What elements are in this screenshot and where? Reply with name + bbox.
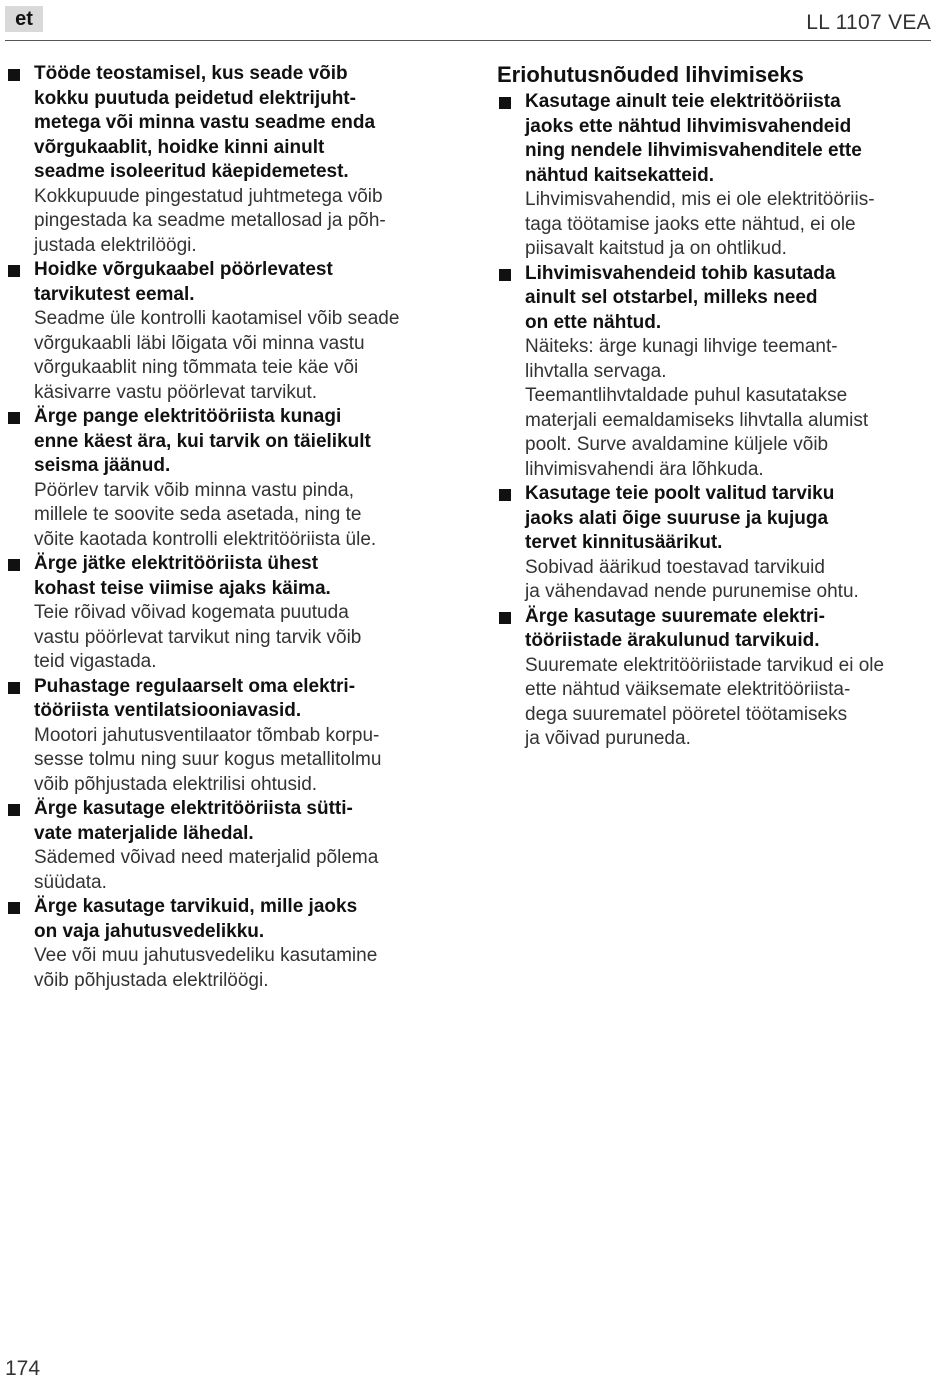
body-line: Näiteks: ärge kunagi lihvige teemant- [525, 336, 838, 357]
title-line: jaoks alati õige suuruse ja kujuga [525, 507, 829, 529]
page-number: 174 [5, 1357, 41, 1380]
safety-item [6, 62, 444, 258]
square-bullet-icon [499, 489, 511, 501]
body-line: Vee või muu jahutusvedeliku kasutamine [34, 945, 378, 966]
title-line: tööriista ventilatsiooniavasid. [34, 700, 302, 721]
item-title [34, 405, 444, 479]
item-title [34, 675, 444, 724]
title-line: seadme isoleeritud käepidemetest. [34, 161, 349, 182]
body-line: võrgukaablit ning tõmmata teie käe või [34, 357, 359, 378]
safety-item [6, 895, 444, 993]
safety-item [6, 797, 444, 895]
body-line: ja võivad puruneda. [525, 728, 691, 749]
title-line: Kasutage teie poolt valitud tarviku [525, 483, 835, 504]
body-line: Suuremate elektritööriistade tarvikud ei ole [525, 654, 885, 676]
body-line: võib põhjustada elektrilisi ohtusid. [34, 773, 318, 795]
title-line: tarvikutest eemal. [34, 283, 195, 305]
square-bullet-icon [8, 265, 20, 277]
item-body [34, 479, 444, 553]
section-heading: Eriohutusnõuded lihvimiseks [497, 62, 804, 87]
body-line: võrgukaabli läbi lõigata või minna vastu [34, 332, 365, 354]
square-bullet-icon [8, 412, 20, 424]
title-line: seisma jäänud. [34, 455, 171, 476]
title-line: Kasutage ainult teie elektritööriista [525, 91, 841, 112]
item-body [525, 654, 933, 752]
title-line: enne käest ära, kui tarvik on täielikult [34, 430, 371, 452]
body-line: poolt. Surve avaldamine küljele võib [525, 434, 829, 455]
title-line: võrgukaablit, hoidke kinni ainult [34, 136, 325, 158]
body-line: käsivarre vastu pöörlevat tarvikut. [34, 381, 318, 403]
item-title [525, 262, 933, 336]
title-line: Tööde teostamisel, kus seade võib [34, 63, 348, 84]
item-title [34, 258, 444, 307]
title-line: nähtud kaitsekatteid. [525, 164, 714, 186]
body-line: süüdata. [34, 871, 107, 893]
item-body [34, 846, 444, 895]
body-line: võite kaotada kontrolli elektritööriista üle. [34, 528, 377, 550]
title-line: on ette nähtud. [525, 311, 662, 333]
body-line: Pöörlev tarvik võib minna vastu pinda, [34, 479, 354, 501]
safety-item [497, 482, 933, 605]
item-title [34, 62, 444, 185]
title-line: Hoidke võrgukaabel pöörlevatest [34, 259, 333, 280]
right-column [497, 62, 933, 752]
title-line: metega või minna vastu seadme enda [34, 112, 376, 133]
title-line: ainult sel otstarbel, milleks need [525, 287, 818, 308]
body-line: materjali eemaldamiseks lihvtalla alumist [525, 409, 869, 431]
safety-item [6, 405, 444, 552]
title-line: tervet kinnitusäärikut. [525, 532, 723, 553]
left-column [6, 62, 444, 993]
title-line: Ärge pange elektritööriista kunagi [34, 406, 342, 427]
body-line: ja vähendavad nende purunemise ohtu. [525, 581, 859, 602]
body-line: ette nähtud väiksemate elektritööriista- [525, 679, 851, 700]
item-title [525, 90, 933, 188]
right-items [497, 90, 933, 752]
title-line: tööriistade ärakulunud tarvikuid. [525, 630, 820, 651]
title-line: on vaja jahutusvedelikku. [34, 920, 265, 942]
body-line: Lihvimisvahendid, mis ei ole elektritööriis- [525, 189, 875, 210]
safety-item [497, 262, 933, 483]
title-line: Ärge jätke elektritööriista ühest [34, 553, 319, 574]
body-line: piisavalt kaitstud ja on ohtlikud. [525, 238, 787, 259]
body-line: Teemantlihvtaldade puhul kasutatakse [525, 385, 848, 406]
title-line: Lihvimisvahendeid tohib kasutada [525, 262, 836, 284]
title-line: Ärge kasutage tarvikuid, mille jaoks [34, 896, 358, 917]
title-line: vate materjalide lähedal. [34, 822, 254, 844]
title-line: Ärge kasutage suuremate elektri- [525, 605, 825, 627]
item-body [34, 185, 444, 259]
item-title [34, 797, 444, 846]
item-body [525, 335, 933, 482]
item-title [525, 605, 933, 654]
title-line: Ärge kasutage elektritööriista sütti- [34, 798, 353, 819]
square-bullet-icon [8, 804, 20, 816]
safety-item [6, 552, 444, 675]
body-line: võib põhjustada elektrilöögi. [34, 969, 269, 991]
square-bullet-icon [499, 97, 511, 109]
safety-item [6, 675, 444, 798]
safety-item [497, 90, 933, 262]
safety-item [6, 258, 444, 405]
square-bullet-icon [8, 682, 20, 694]
square-bullet-icon [8, 69, 20, 81]
item-body [525, 188, 933, 262]
item-body [34, 944, 444, 993]
title-line: kohast teise viimise ajaks käima. [34, 577, 331, 599]
item-title [34, 895, 444, 944]
safety-item [497, 605, 933, 752]
square-bullet-icon [499, 612, 511, 624]
body-line: vastu pöörlevat tarvikut ning tarvik võib [34, 626, 362, 648]
body-line: millele te soovite seda asetada, ning te [34, 504, 362, 525]
title-line: ning nendele lihvimisvahenditele ette [525, 140, 862, 161]
body-line: justada elektrilöögi. [34, 234, 197, 256]
item-title [525, 482, 933, 556]
body-line: taga töötamise jaoks ette nähtud, ei ole [525, 213, 856, 235]
body-line: Teie rõivad võivad kogemata puutuda [34, 602, 349, 623]
document-code: LL 1107 VEA [806, 11, 931, 34]
body-line: Mootori jahutusventilaator tõmbab korpu- [34, 724, 380, 746]
square-bullet-icon [8, 902, 20, 914]
language-tag: et [5, 6, 43, 32]
item-body [34, 307, 444, 405]
body-line: Kokkupuude pingestatud juhtmetega võib [34, 185, 383, 207]
square-bullet-icon [8, 559, 20, 571]
body-line: lihvtalla servaga. [525, 360, 667, 382]
title-line: Puhastage regulaarselt oma elektri- [34, 675, 356, 697]
body-line: Sobivad äärikud toestavad tarvikuid [525, 556, 825, 578]
body-line: lihvimisvahendi ära lõhkuda. [525, 458, 764, 480]
item-title [34, 552, 444, 601]
body-line: Seadme üle kontrolli kaotamisel võib seade [34, 308, 400, 329]
body-line: Sädemed võivad need materjalid põlema [34, 847, 379, 868]
body-line: sesse tolmu ning suur kogus metallitolmu [34, 749, 382, 770]
title-line: jaoks ette nähtud lihvimisvahendeid [525, 115, 852, 137]
body-line: pingestada ka seadme metallosad ja põh- [34, 210, 386, 231]
body-line: teid vigastada. [34, 651, 157, 672]
square-bullet-icon [499, 269, 511, 281]
item-body [525, 556, 933, 605]
item-body [34, 601, 444, 675]
body-line: dega suurematel pööretel töötamiseks [525, 703, 848, 725]
item-body [34, 724, 444, 798]
title-line: kokku puutuda peidetud elektrijuht- [34, 87, 356, 109]
header-divider [5, 40, 931, 41]
